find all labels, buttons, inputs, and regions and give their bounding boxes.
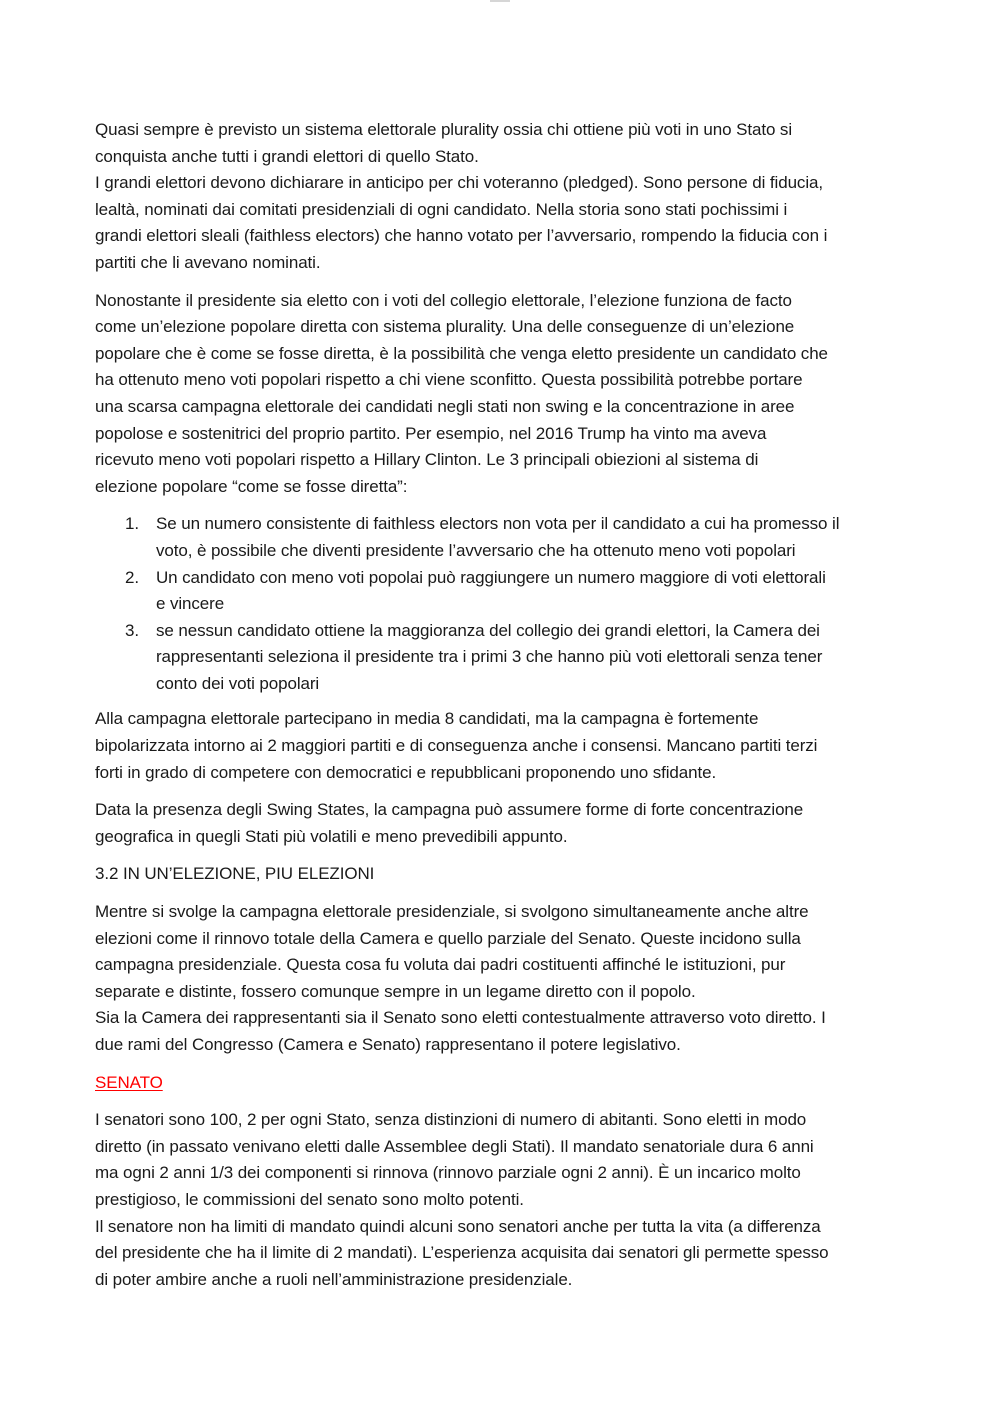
text-line: Mentre si svolge la campagna elettorale presidenziale, si svolgono simultaneamente anche altre bbox=[95, 902, 809, 922]
text-line: conto dei voti popolari bbox=[156, 673, 320, 693]
text-line: una scarsa campagna elettorale dei candidati negli stati non swing e la concentrazione in aree bbox=[95, 396, 795, 416]
text-line: I grandi elettori devono dichiarare in anticipo per chi voteranno (pledged). Sono persone di fiducia, bbox=[95, 173, 823, 193]
paragraph-simultaneous-elections bbox=[95, 899, 907, 1059]
list-item bbox=[95, 511, 907, 564]
paragraph-swing-states bbox=[95, 797, 907, 850]
senato-heading-text: SENATO bbox=[95, 1072, 163, 1092]
text-line: Sia la Camera dei rappresentanti sia il Senato sono eletti contestualmente attraverso voto diretto. I bbox=[95, 1008, 826, 1028]
paragraph-electoral-system bbox=[95, 117, 907, 277]
senato-heading bbox=[95, 1070, 907, 1097]
section-heading: 3.2 IN UN’ELEZIONE, PIU ELEZIONI bbox=[95, 864, 375, 884]
text-line: Il senatore non ha limiti di mandato quindi alcuni sono senatori anche per tutta la vita (a differenza bbox=[95, 1216, 821, 1236]
text-line: Nonostante il presidente sia eletto con i voti del collegio elettorale, l’elezione funziona de facto bbox=[95, 290, 792, 310]
list-number: 1. bbox=[125, 514, 139, 534]
text-line: ha ottenuto meno voti popolari rispetto a chi viene sconfitto. Questa possibilità potrebbe portare bbox=[95, 370, 803, 390]
paragraph-candidates bbox=[95, 706, 907, 786]
text-line: I senatori sono 100, 2 per ogni Stato, senza distinzioni di numero di abitanti. Sono eletti in modo bbox=[95, 1110, 807, 1130]
page-header-mark bbox=[490, 0, 510, 2]
paragraph-popular-election bbox=[95, 288, 907, 501]
text-line: geografica in quegli Stati più volatili e meno prevedibili appunto. bbox=[95, 826, 568, 846]
document-page bbox=[95, 117, 907, 1304]
list-item bbox=[95, 618, 907, 698]
text-line: partiti che li avevano nominati. bbox=[95, 252, 321, 272]
text-line: Quasi sempre è previsto un sistema elettorale plurality ossia chi ottiene più voti in uno Stato si bbox=[95, 120, 793, 139]
text-line: conquista anche tutti i grandi elettori di quello Stato. bbox=[95, 146, 479, 166]
text-line: lealtà, nominati dai comitati presidenziali di ogni candidato. Nella storia sono stati pochissimi i bbox=[95, 199, 788, 219]
text-line: Data la presenza degli Swing States, la campagna può assumere forme di forte concentrazione bbox=[95, 800, 804, 820]
text-line: ma ogni 2 anni 1/3 dei componenti si rinnova (rinnovo parziale ogni 2 anni). È un incarico molto bbox=[95, 1163, 801, 1183]
text-line: Se un numero consistente di faithless electors non vota per il candidato a cui ha promesso il bbox=[156, 514, 840, 534]
text-line: elezione popolare “come se fosse diretta”: bbox=[95, 476, 408, 496]
text-line: rappresentanti seleziona il presidente tra i primi 3 che hanno più voti elettorali senza tener bbox=[156, 647, 823, 667]
text-line: di poter ambire anche a ruoli nell’amministrazione presidenziale. bbox=[95, 1269, 573, 1289]
objections-list bbox=[95, 511, 907, 697]
text-line: elezioni come il rinnovo totale della Camera e quello parziale del Senato. Queste incidono sulla bbox=[95, 928, 801, 948]
text-line: due rami del Congresso (Camera e Senato) rappresentano il potere legislativo. bbox=[95, 1035, 681, 1054]
text-line: Un candidato con meno voti popolai può raggiungere un numero maggiore di voti elettorali bbox=[156, 567, 826, 587]
text-line: del presidente che ha il limite di 2 mandati). L’esperienza acquisita dai senatori gli permette spesso bbox=[95, 1243, 829, 1263]
list-number: 3. bbox=[125, 620, 139, 640]
paragraph-senate bbox=[95, 1107, 907, 1293]
text-line: popolare che è come se fosse diretta, è la possibilità che venga eletto presidente un candidato che bbox=[95, 343, 828, 363]
text-line: grandi elettori sleali (faithless electors) che hanno votato per l’avversario, rompendo la fiducia con i bbox=[95, 226, 828, 246]
text-line: bipolarizzata intorno ai 2 maggiori partiti e di conseguenza anche i consensi. Mancano partiti terzi bbox=[95, 736, 818, 756]
text-line: Alla campagna elettorale partecipano in media 8 candidati, ma la campagna è fortemente bbox=[95, 709, 759, 729]
text-line: ricevuto meno voti popolari rispetto a Hillary Clinton. Le 3 principali obiezioni al sistema di bbox=[95, 450, 759, 470]
text-line: e vincere bbox=[156, 594, 225, 614]
list-number: 2. bbox=[125, 567, 139, 587]
text-line: diretto (in passato venivano eletti dalle Assemblee degli Stati). Il mandato senatoriale dura 6 anni bbox=[95, 1136, 814, 1156]
text-line: popolose e sostenitrici del proprio partito. Per esempio, nel 2016 Trump ha vinto ma aveva bbox=[95, 423, 767, 443]
text-line: se nessun candidato ottiene la maggioranza del collegio dei grandi elettori, la Camera dei bbox=[156, 620, 820, 640]
text-line: forti in grado di competere con democratici e repubblicani proponendo uno sfidante. bbox=[95, 762, 717, 782]
text-line: come un’elezione popolare diretta con sistema plurality. Una delle conseguenze di un’elezione bbox=[95, 317, 795, 337]
text-line: prestigioso, le commissioni del senato sono molto potenti. bbox=[95, 1189, 524, 1209]
text-line: voto, è possibile che diventi presidente l’avversario che ha ottenuto meno voti popolari bbox=[156, 540, 796, 560]
text-line: campagna presidenziale. Questa cosa fu voluta dai padri costituenti affinché le istituzioni, pur bbox=[95, 955, 786, 975]
text-line: separate e distinte, fossero comunque sempre in un legame diretto con il popolo. bbox=[95, 981, 696, 1001]
list-item bbox=[95, 565, 907, 618]
